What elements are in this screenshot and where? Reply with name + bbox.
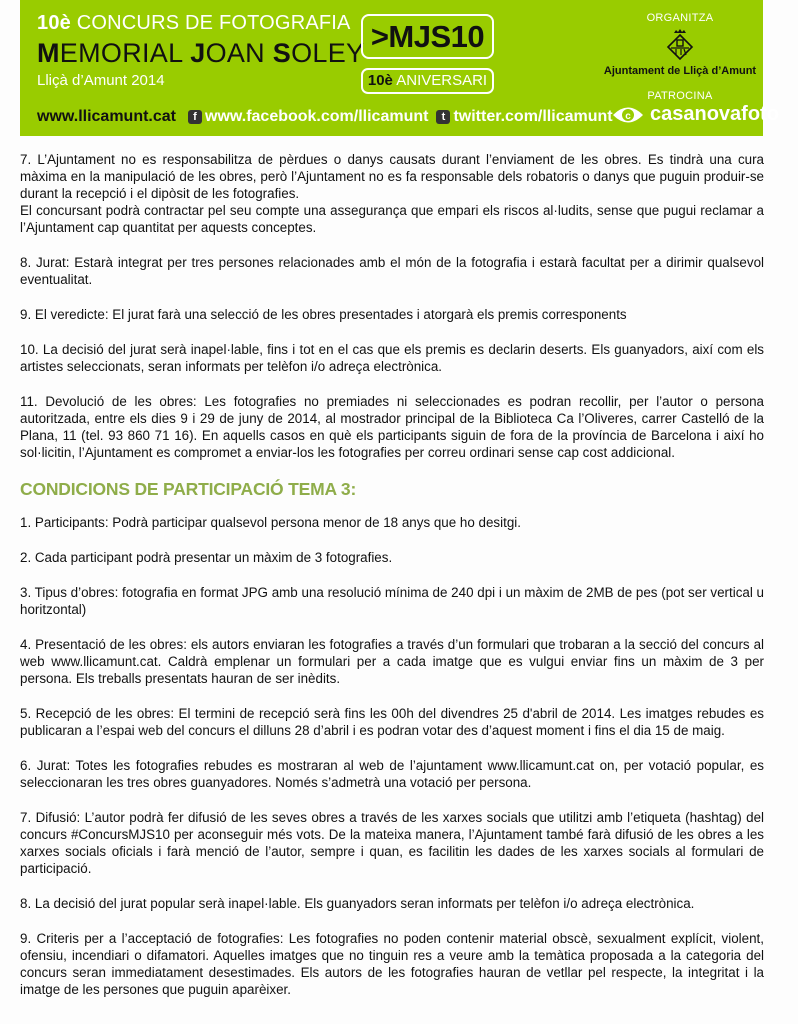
title-word-joan: OAN bbox=[205, 38, 273, 68]
title-word-memorial: EMORIAL bbox=[59, 38, 191, 68]
sponsor-name: casanovafoto bbox=[650, 103, 779, 125]
tema3-rule-6: 6. Jurat: Totes les fotografies rebudes es mostraran al web de l’ajuntament www.llicamunt.cat on, per votació popular, es seleccionaran les tres obres guanyadores. Només s’admetrà una votació per persona. bbox=[20, 758, 764, 790]
rule-7-text: 7. L’Ajuntament no es responsabilitza de pèrdues o danys causats durant l’enviament de les obres. Es tindrà una cura màxima en la manipulació de les obres, però l’Ajuntament no es fa responsable dels robatoris o danys que puguin produir-se durant la recepció i el dipòsit de les fotografies. bbox=[20, 152, 764, 201]
anniversary-badge bbox=[361, 68, 494, 94]
anniversary-label: ANIVERSARI bbox=[392, 72, 488, 89]
contest-banner bbox=[20, 0, 779, 136]
rule-8-jury: 8. Jurat: Estarà integrat per tres persones relacionades amb el món de la fotografia i estarà facultat per a dirimir qualsevol eventualitat. bbox=[20, 255, 764, 287]
sponsor-label: PATROCINA bbox=[647, 90, 713, 102]
title-initial-s: S bbox=[272, 38, 292, 68]
tema3-rule-7: 7. Difusió: L’autor podrà fer difusió de les seves obres a través de les xarxes socials que utilitzi amb l’etiqueta (hashtag) del concurs #ConcursMJS10 per aconseguir més vots. De la mateixa manera, l’Ajuntament també farà difusió de les obres a les xarxes socials oficials i farà menció de l’autor, sempre i quan, es facilitin les dades de les xarxes socials al formulari de participació. bbox=[20, 810, 764, 876]
title-initial-j: J bbox=[190, 38, 206, 68]
rule-9-verdict: 9. El veredicte: El jurat farà una selecció de les obres presentades i atorgarà els premis corresponents bbox=[20, 307, 627, 322]
tema3-rule-2: 2. Cada participant podrà presentar un màxim de 3 fotografies. bbox=[20, 550, 393, 565]
website-link[interactable]: www.llicamunt.cat bbox=[37, 108, 176, 125]
tema3-rule-3: 3. Tipus d’obres: fotografia en format JPG amb una resolució mínima de 240 dpi i un màxim de 2MB de pes (pot ser vertical u horitzontal) bbox=[20, 585, 764, 617]
banner-links bbox=[37, 108, 621, 126]
twitter-link[interactable] bbox=[436, 108, 612, 126]
title-initial-m: M bbox=[37, 38, 60, 68]
organizer-label: ORGANITZA bbox=[646, 12, 714, 24]
sponsor-logo bbox=[612, 103, 779, 126]
twitter-url: twitter.com/llicamunt bbox=[453, 108, 613, 125]
rule-7-liability bbox=[20, 151, 764, 236]
anniversary-number: 10è bbox=[367, 72, 393, 89]
town-crest-icon bbox=[665, 29, 695, 61]
contest-subtitle: Lliçà d’Amunt 2014 bbox=[37, 72, 165, 89]
svg-text:c: c bbox=[625, 110, 631, 122]
tema3-rule-8: 8. La decisió del jurat popular serà inapel·lable. Els guanyadors seran informats per telèfon i/o adreça electrònica. bbox=[20, 896, 695, 911]
contest-title bbox=[37, 38, 364, 69]
edition-label: CONCURS DE FOTOGRAFIA bbox=[70, 12, 351, 34]
rule-11-return: 11. Devolució de les obres: Les fotografies no premiades ni seleccionades es podran recollir, per l’autor o persona autoritzada, entre els dies 9 i 29 de juny de 2014, al mostrador principal de la Biblioteca Ca l’Oliveres, carrer Castelló de la Plana, 11 (tel. 93 860 71 16). En aquells casos en què els participants siguin de fora de la província de Barcelona i així ho sol·licitin, l’Ajuntament es compromet a enviar-los les fotografies per correu ordinari sense cap cost addicional. bbox=[20, 394, 764, 460]
rule-7-insurance-text: El concursant podrà contractar pel seu compte una assegurança que empari els riscos al·ludits, sense que pugui reclamar a l’Ajuntament cap quantitat per aquests conceptes. bbox=[20, 203, 764, 235]
facebook-url: www.facebook.com/llicamunt bbox=[205, 108, 429, 125]
tema3-rule-4: 4. Presentació de les obres: els autors enviaran les fotografies a través d’un formulari que trobaran a la secció del concurs al web www.llicamunt.cat. Caldrà emplenar un formulari per a cada imatge que es vulgui enviar fins un màxim de 3 per persona. Els treballs presentats hauran de ser inèdits. bbox=[20, 637, 764, 686]
casanovafoto-eye-icon bbox=[612, 104, 644, 126]
edition-number: 10è bbox=[37, 12, 71, 34]
title-word-soley: OLEY bbox=[291, 38, 365, 68]
tema3-rule-1: 1. Participants: Podrà participar qualsevol persona menor de 18 anys que ho desitgi. bbox=[20, 515, 521, 530]
contest-edition bbox=[37, 12, 351, 35]
section-heading-tema-3: CONDICIONS DE PARTICIPACIÓ TEMA 3: bbox=[20, 479, 357, 499]
rule-10-decision: 10. La decisió del jurat serà inapel·lable, fins i tot en el cas que els premis es declarin deserts. Els guanyadors, així com els artistes seleccionats, seran informats per telèfon i/o adreça electrònica. bbox=[20, 342, 764, 374]
twitter-icon: t bbox=[436, 110, 450, 124]
facebook-link[interactable] bbox=[188, 108, 428, 126]
mjs10-logo: >MJS10 bbox=[361, 14, 494, 59]
tema3-rule-5: 5. Recepció de les obres: El termini de recepció serà fins les 00h del divendres 25 d'abril de 2014. Les imatges rebudes es publicaran a l’espai web del concurs el dilluns 28 d’abril i es podran votar des d’aquest moment i fins el dia 15 de maig. bbox=[20, 706, 764, 738]
tema3-rule-9: 9. Criteris per a l’acceptació de fotografies: Les fotografies no poden contenir material obscè, sexualment explícit, violent, ofensiu, incendiari o difamatori. Aquelles imatges que no tinguin res a veure amb la temàtica proposada a la categoria del concurs seran immediatament desestimades. Els autors de les fotografies hauran de vetllar pel respecte, la integritat i la imatge de les persones que puguin aparèixer. bbox=[20, 931, 764, 997]
facebook-icon: f bbox=[188, 110, 202, 124]
organizer-name: Ajuntament de Lliçà d’Amunt bbox=[603, 65, 757, 77]
contest-rules bbox=[20, 151, 764, 1016]
